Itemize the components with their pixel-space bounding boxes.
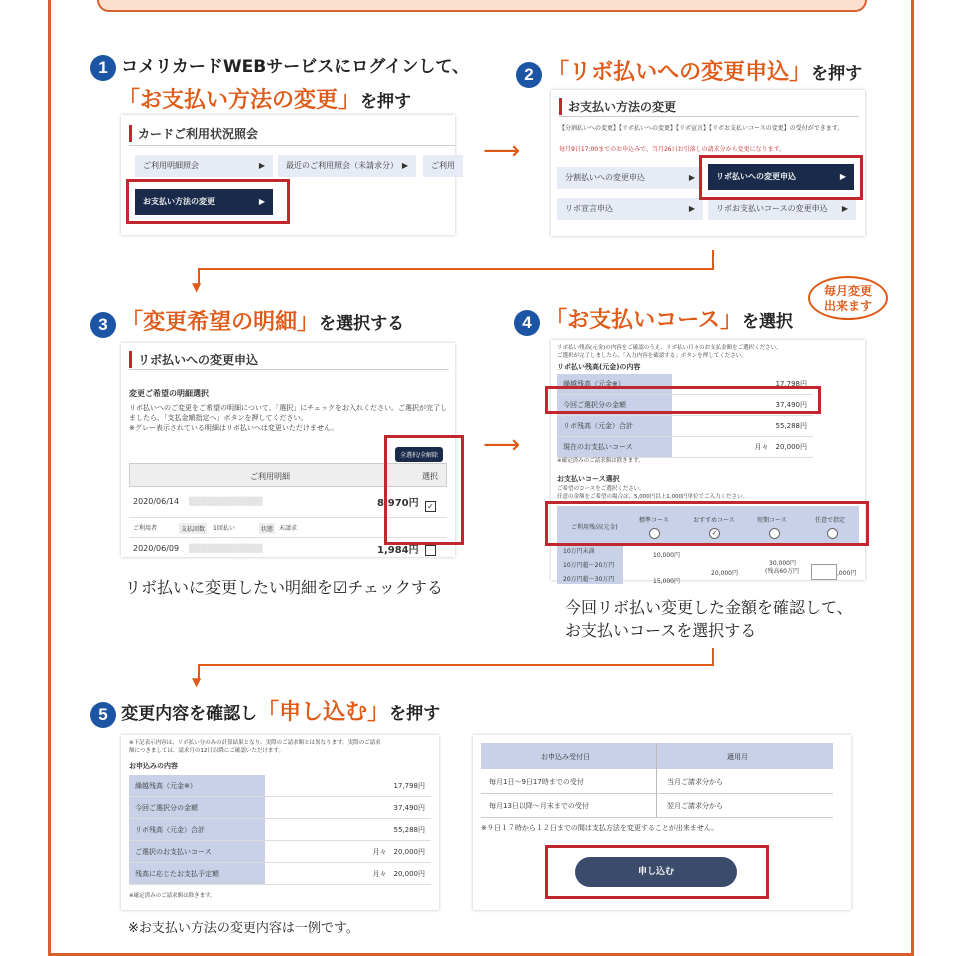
payment-method-change-button[interactable]: お支払い方法の変更 ▶: [135, 189, 273, 215]
table-row: 現在のお支払いコース 月々 20,000円: [557, 437, 813, 458]
step-5-heading: [90, 695, 510, 728]
split-payment-button[interactable]: 分割払いへの変更申込 ▶: [557, 167, 703, 189]
summary-note: ※下記表示内容は、リボ払い分のみの計算結果となり、実際のご請求額とは異なります。実際のご請求 額につきましては、請求月の12日以降にご確認いただけます。: [129, 740, 381, 754]
step-suffix: を選択: [742, 312, 793, 332]
usage-detail-button[interactable]: ご利用明細照会 ▶: [135, 155, 273, 177]
panel-title: リボ払いへの変更申込: [129, 351, 258, 368]
notice-deadline: 毎月9日17:00までのお申込みで、当月26日お引落しの請求分から変更になります。: [559, 146, 786, 153]
step-suffix: を押す: [811, 64, 863, 84]
highlight-box: [545, 501, 869, 546]
step-highlight: 「お支払い方法の変更」: [118, 87, 361, 113]
table-row: 2020/06/09 ▒▒▒▒▒▒▒▒▒▒▒▒ 1,984円: [129, 537, 447, 559]
step-suffix: を押す: [389, 704, 441, 724]
row-checkbox[interactable]: [425, 545, 436, 556]
table-row: 繰越残高（元金※） 17,798円: [557, 374, 813, 395]
recent-usage-button[interactable]: 最近のご利用照会（未請求分） ▶: [278, 155, 416, 177]
course-radio[interactable]: ✓: [709, 528, 720, 539]
course-header: ご利用残高(元金) 標準コース おすすめコース ✓ 短期コース 任意で指定: [557, 506, 859, 544]
arrow-down-icon: ▼: [192, 280, 202, 294]
screenshot-apply: [473, 735, 851, 910]
step-4-heading: [514, 303, 814, 336]
step-text: コメリカードWEBサービスにログインして、: [121, 57, 470, 77]
select-all-button[interactable]: 全選択/全解除: [395, 447, 443, 462]
screenshot-payment-method: [551, 90, 865, 236]
row-checkbox[interactable]: ✓: [425, 501, 436, 512]
step-number: 2: [516, 62, 542, 88]
screenshot-course-select: [551, 340, 865, 585]
screenshot-card-usage: [121, 115, 455, 235]
step-number: 1: [90, 55, 116, 81]
table-row: 毎月1日〜9日17時までの受付 当月ご請求分から: [481, 769, 833, 794]
apply-button[interactable]: 申し込む: [575, 857, 737, 887]
step-number: 3: [90, 312, 116, 338]
footnote: ※お支払い方法の変更内容は一例です。: [128, 921, 359, 936]
screenshot-application-summary: [121, 735, 439, 910]
revolving-change-button[interactable]: リボ払いへの変更申込 ▶: [708, 164, 854, 190]
course-rows: 10万円未満 10万円超〜20万円 20万円超〜30万円 10,000円 15,000円 20,000円 30,000円 (残高60万円 ,000円: [557, 544, 859, 584]
section-title: お申込みの内容: [129, 762, 178, 770]
step-suffix: を選択する: [319, 314, 405, 334]
notice-text: 【分割払いへの変更】【リボ払いへの変更】【リボ宣言】【リボお支払いコースの変更】の受付ができます。: [559, 125, 844, 132]
highlight-box: [699, 155, 863, 200]
screenshot-revolving-select: [121, 343, 455, 557]
table-row: 繰越残高（元金※） 17,798円: [129, 775, 431, 797]
step-prefix: 変更内容を確認し: [121, 704, 258, 724]
schedule-header: お申込み受付日 適用月: [481, 743, 833, 769]
step-highlight: 「申し込む」: [257, 700, 390, 725]
schedule-note: ※９日１７時から１２日までの間は支払方法を変更することが出来ません。: [481, 824, 719, 832]
flow-connector: [198, 648, 714, 666]
revolving-course-button[interactable]: リボお支払いコースの変更申込 ▶: [708, 198, 856, 220]
arrow-down-icon: ▼: [192, 675, 202, 689]
table-row: 今回ご選択分の金額 37,490円: [557, 395, 813, 416]
instructions: リボ払いへのご変更をご希望の明細について、「選択」にチェックをお入れください。ご選択が完了し ましたら、「支払金額指定へ」ボタンを押してください。 ※グレー表示されている明細はリボ払いへは変更いただけません。: [129, 404, 448, 432]
step-highlight: 「変更希望の明細」: [121, 310, 320, 335]
step-highlight: 「お支払いコース」: [545, 308, 742, 333]
arrow-right-icon: ⟶: [483, 136, 521, 166]
step-suffix: を押す: [360, 91, 412, 112]
step-3-heading: [90, 305, 470, 338]
arrow-right-icon: ⟶: [483, 430, 521, 460]
section-title: リボ払い残高(元金)の内容: [557, 363, 641, 371]
highlight-box: [545, 386, 821, 414]
section-title: 変更ご希望の明細選択: [129, 389, 209, 398]
step-number: 5: [90, 702, 116, 728]
table-row: ご選択のお支払いコース 月々 20,000円: [129, 841, 431, 863]
note-text: ※確定済みのご請求額は除きます。: [557, 458, 644, 464]
step-4-caption: 今回リボ払い変更した金額を確認して、 お支払いコースを選択する: [565, 598, 853, 640]
intro-text: リボ払い残高(元金)の内容をご確認のうえ、リボ払い月々のお支払金額をご選択ください。 ご選択が完了しましたら、「入力内容を確認する」ボタンを押してください。: [557, 345, 782, 359]
table-row: 今回ご選択分の金額 37,490円: [129, 797, 431, 819]
summary-table: [129, 775, 431, 885]
panel-title: カードご利用状況照会: [129, 125, 258, 142]
more-usage-button[interactable]: ご利用: [423, 155, 463, 177]
step-3-caption: リボ払いに変更したい明細を☑チェックする: [125, 578, 443, 597]
step-2-heading: [516, 55, 896, 88]
flow-connector: [198, 250, 714, 270]
table-row: 2020/06/14 ▒▒▒▒▒▒▒▒▒▒▒▒ 8,970円 ✓: [129, 487, 447, 518]
table-header: ご利用明細 選択: [129, 463, 447, 487]
step-1-heading: [90, 52, 490, 114]
summary-foot: ※確定済みのご請求額は除きます。: [129, 893, 216, 899]
course-instructions: ご希望のコースをご選択ください。 任意の金額をご希望の場合は、5,000円以上1,000円単位でご入力ください。: [557, 486, 748, 500]
table-row: 残高に応じたお支払予定額 月々 20,000円: [129, 863, 431, 885]
table-row-meta: ご利用者 支払回数 1回払い 状態 未請求: [129, 517, 447, 538]
table-row: 毎月13日以降〜月末までの受付 翌月ご請求分から: [481, 793, 833, 818]
revolving-declare-button[interactable]: リボ宣言申込 ▶: [557, 198, 703, 220]
table-row: リボ残高（元金）合計 55,288円: [129, 819, 431, 841]
monthly-change-badge: 毎月変更 出来ます: [808, 276, 888, 320]
step-number: 4: [514, 310, 540, 336]
highlight-box: [384, 435, 464, 545]
highlight-box: [126, 179, 290, 224]
section-title: お支払いコース選択: [557, 475, 620, 483]
table-row: リボ残高（元金）合計 55,288円: [557, 416, 813, 437]
step-highlight: 「リボ払いへの変更申込」: [547, 60, 812, 85]
panel-title: お支払い方法の変更: [559, 98, 676, 115]
highlight-box: [545, 845, 769, 899]
